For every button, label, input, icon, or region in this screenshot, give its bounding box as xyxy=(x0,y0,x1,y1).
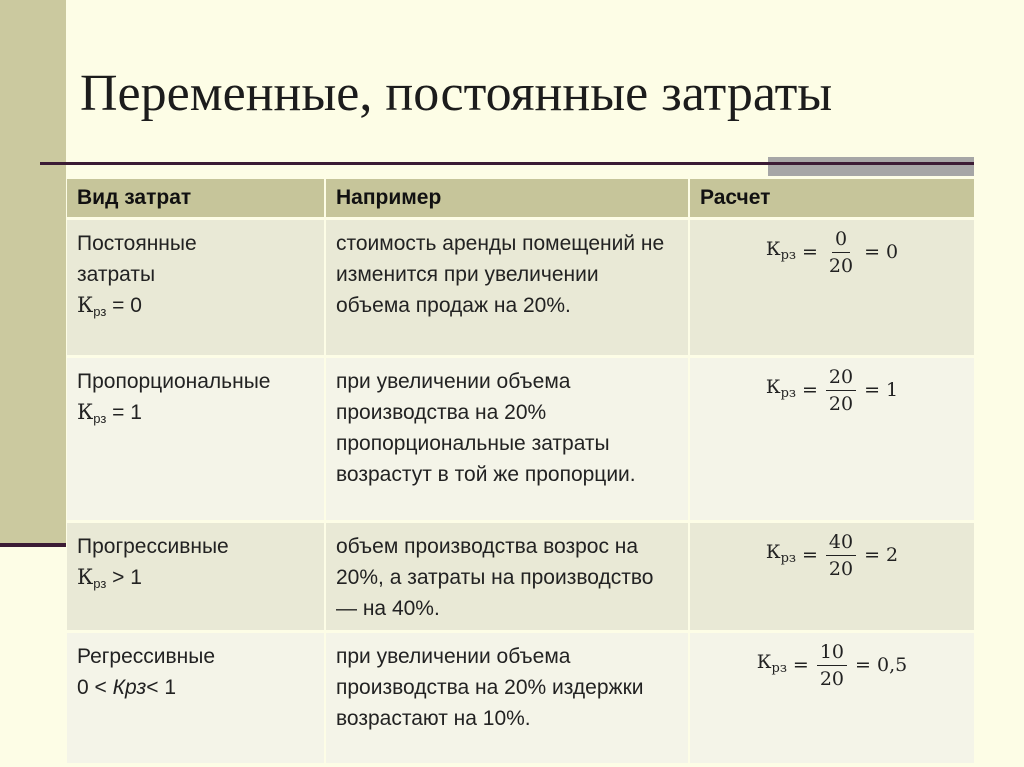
formula: $К_{рз}$ = $\frac{20}{20}$ = 1 xyxy=(765,366,899,415)
table-row xyxy=(67,522,974,632)
left-decor-band xyxy=(0,0,66,543)
cost-types-table xyxy=(67,179,974,766)
table-row xyxy=(67,357,974,522)
cost-type-cell xyxy=(67,522,325,632)
title-rule xyxy=(40,162,974,165)
coefficient-condition: Крз = 0 xyxy=(77,293,142,319)
header-cost-type: Вид затрат xyxy=(67,179,325,219)
table-row xyxy=(67,632,974,765)
fraction: $\frac{20}{20}$ xyxy=(826,366,856,415)
cost-type-cell xyxy=(67,219,325,357)
example-cell: при увеличении объема производства на 20% пропорциональные затраты возрастут в той же пропорции. xyxy=(325,357,689,522)
example-cell: при увеличении объема производства на 20% издержки возрастают на 10%. xyxy=(325,632,689,765)
title-rule-accent xyxy=(768,157,974,176)
calculation-cell xyxy=(689,522,974,632)
table-row xyxy=(67,219,974,357)
header-calculation: Расчет xyxy=(689,179,974,219)
cost-type-cell xyxy=(67,357,325,522)
slide-title: Переменные, постоянные затраты xyxy=(80,65,833,122)
cost-type-name: Пропорциональные xyxy=(77,370,271,393)
cost-type-cell xyxy=(67,632,325,765)
cost-type-name: Регрессивные xyxy=(77,645,216,668)
formula: $К_{рз}$ = $\frac{40}{20}$ = 2 xyxy=(765,531,899,580)
formula: $К_{рз}$ = $\frac{10}{20}$ = 0,5 xyxy=(756,641,908,690)
cost-type-name: Постоянные затраты xyxy=(77,232,197,286)
formula: $К_{рз}$ = $\frac{0}{20}$ = 0 xyxy=(765,228,899,277)
fraction: $\frac{0}{20}$ xyxy=(828,228,854,277)
fraction: $\frac{10}{20}$ xyxy=(817,641,847,690)
left-decor-line xyxy=(0,543,66,547)
calculation-cell xyxy=(689,632,974,765)
coefficient-condition: 0 < Крз< 1 xyxy=(77,676,176,699)
example-cell: объем производства возрос на 20%, а затраты на производство — на 40%. xyxy=(325,522,689,632)
coefficient-condition: Крз > 1 xyxy=(77,565,142,591)
example-cell: стоимость аренды помещений не изменится при увеличении объема продаж на 20%. xyxy=(325,219,689,357)
fraction: $\frac{40}{20}$ xyxy=(826,531,856,580)
coefficient-condition: Крз = 1 xyxy=(77,400,142,426)
calculation-cell xyxy=(689,219,974,357)
table-header-row xyxy=(67,179,974,219)
cost-type-name: Прогрессивные xyxy=(77,535,229,558)
calculation-cell xyxy=(689,357,974,522)
header-example: Например xyxy=(325,179,689,219)
